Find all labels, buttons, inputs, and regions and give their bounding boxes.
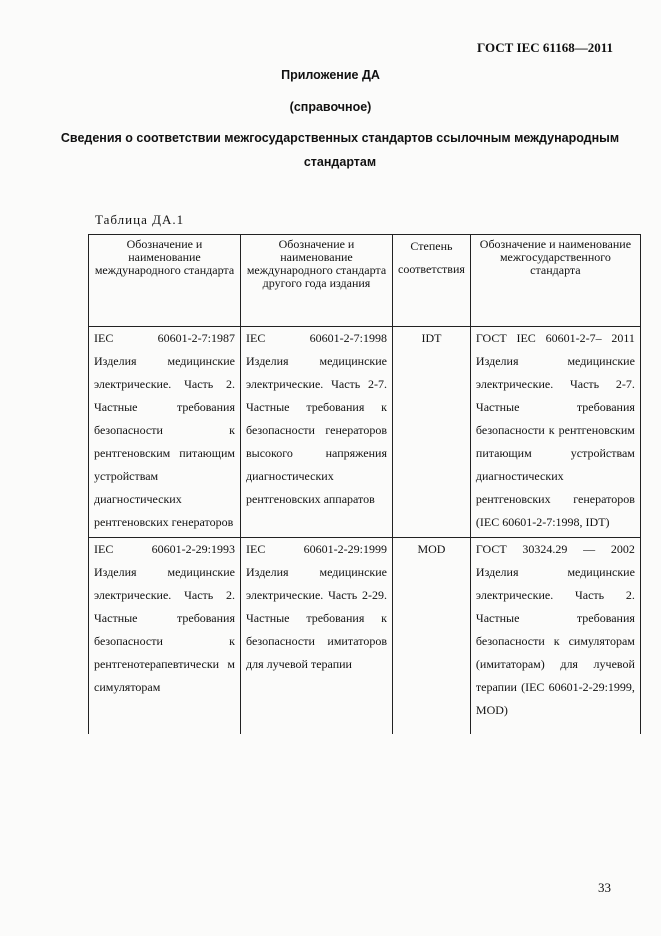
page-number: 33 <box>598 880 611 895</box>
cell-interstate: ГОСТ 30324.29 — 2002 Изделия медицинские электрические. Часть 2. Частные требования безопасности к симуляторам (имитаторам) для лучевой терапии (IEC 60601-2-29:1999, MOD) <box>470 538 640 735</box>
correspondence-table <box>88 234 641 734</box>
cell-degree: MOD <box>393 538 471 735</box>
cell-degree: IDT <box>393 327 471 538</box>
column-header-international: Обозначение и наименование международного стандарта <box>89 235 241 327</box>
cell-international: IEC 60601-2-29:1993 Изделия медицинские электрические. Часть 2. Частные требования безопасности к рентгенотерапевтически м симуляторам <box>89 538 241 735</box>
table-row <box>89 538 641 735</box>
section-heading: Сведения о соответствии межгосударственных стандартов ссылочным международным стандартам <box>60 131 620 169</box>
column-header-other-year: Обозначение и наименование международного стандарта другого года издания <box>241 235 393 327</box>
standard-id: ГОСТ IEC 61168—2011 <box>477 40 613 55</box>
table-row <box>89 327 641 538</box>
cell-international: IEC 60601-2-7:1987 Изделия медицинские электрические. Часть 2. Частные требования безопасности к рентгеновским питающим устройствам диагностических рентгеновских генераторов <box>89 327 241 538</box>
table-caption: Таблица ДА.1 <box>95 212 185 227</box>
cell-interstate: ГОСТ IEC 60601-2-7– 2011 Изделия медицинские электрические. Часть 2-7. Частные требования безопасности к рентгеновским питающим устройствам диагностических рентгеновских генераторов (IEC 60601-2-7:1998, IDT) <box>470 327 640 538</box>
appendix-title: Приложение ДА <box>281 68 380 82</box>
column-header-interstate: Обозначение и наименование межгосударственного стандарта <box>470 235 640 327</box>
table-header-row <box>89 235 641 327</box>
cell-other-year: IEC 60601-2-7:1998 Изделия медицинские электрические. Часть 2-7. Частные требования к безопасности генераторов высокого напряжения диагностических рентгеновских аппаратов <box>241 327 393 538</box>
appendix-subtitle: (справочное) <box>289 100 372 114</box>
column-header-degree: Степень соответствия <box>393 235 471 327</box>
cell-other-year: IEC 60601-2-29:1999 Изделия медицинские электрические. Часть 2-29. Частные требования к безопасности имитаторов для лучевой терапии <box>241 538 393 735</box>
